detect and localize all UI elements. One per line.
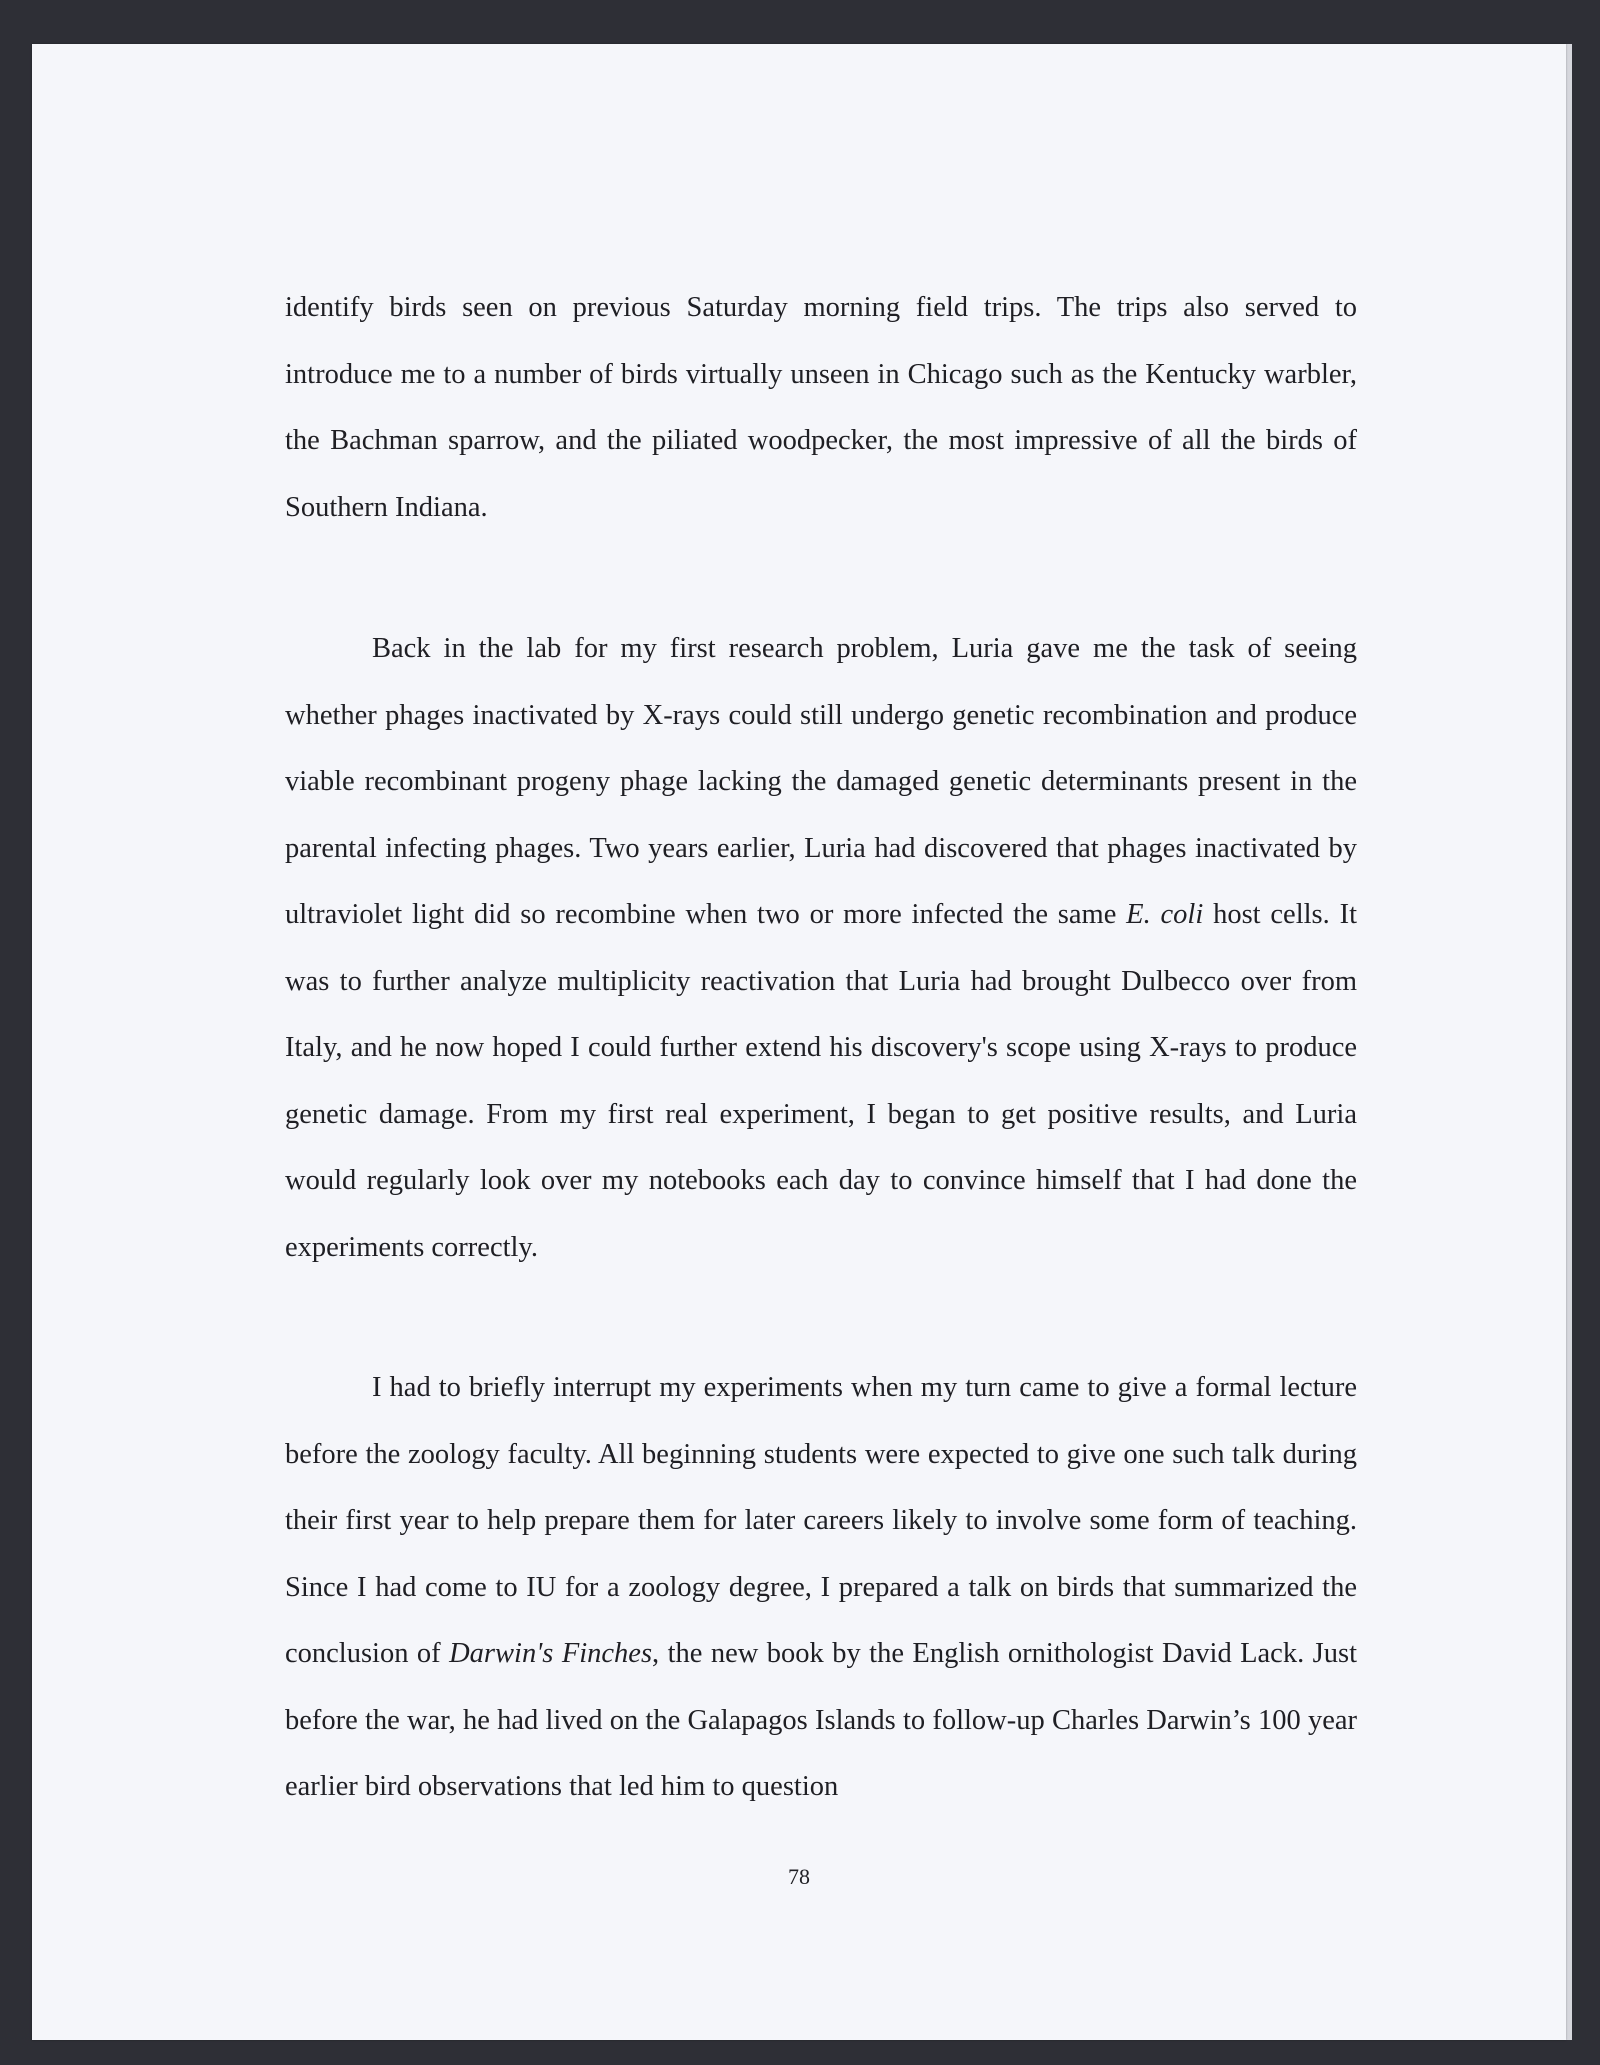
paragraph-1-text: identify birds seen on previous Saturday morning field trips. The trips also served to introduce me to a number of birds virtually unseen in Chicago such as the Kentucky warbler, the Bachman sparrow, and the piliated woodpecker, the most impressive of all the birds of Southern Indiana. — [285, 292, 1357, 523]
paragraph-3-part-b: , the new book by the English ornithologist David Lack. Just before the war, he had lived on the Galapagos Islands to follow-up Charles Darwin’s 100 year earlier bird observations that led him to question — [285, 1638, 1357, 1802]
paragraph-3-part-a: I had to briefly interrupt my experiments when my turn came to give a formal lecture before the zoology faculty. All beginning students were expected to give one such talk during their first year to help prepare them for later careers likely to involve some form of teaching. Since I had come to IU for a zoology degree, I prepared a talk on birds that summarized the conclusion of — [285, 1372, 1357, 1669]
paragraph-2-part-b: host cells. It was to further analyze multiplicity reactivation that Luria had brought Dulbecco over from Italy, and he now hoped I could further extend his discovery's scope using X-rays to produce genetic damage. From my first real experiment, I began to get positive results, and Luria would regularly look over my notebooks each day to convince himself that I had done the experiments correctly. — [285, 899, 1357, 1263]
paragraph-2-text — [285, 616, 1357, 1281]
paragraph-1 — [285, 275, 1357, 541]
paragraph-2-italic: E. coli — [1126, 899, 1204, 930]
paragraph-3-italic: Darwin's Finches — [449, 1638, 653, 1669]
paragraph-3 — [285, 1355, 1357, 1821]
paragraph-2-part-a: Back in the lab for my first research problem, Luria gave me the task of seeing whether phages inactivated by X-rays could still undergo genetic recombination and produce viable recombinant progeny phage lacking the damaged genetic determinants present in the parental infecting phages. Two years earlier, Luria had discovered that phages inactivated by ultraviolet light did so recombine when two or more infected the same — [285, 633, 1357, 930]
paragraph-2 — [285, 616, 1357, 1281]
paragraph-3-text — [285, 1355, 1357, 1821]
page-number: 78 — [788, 1864, 810, 1889]
document-page — [32, 44, 1566, 2040]
